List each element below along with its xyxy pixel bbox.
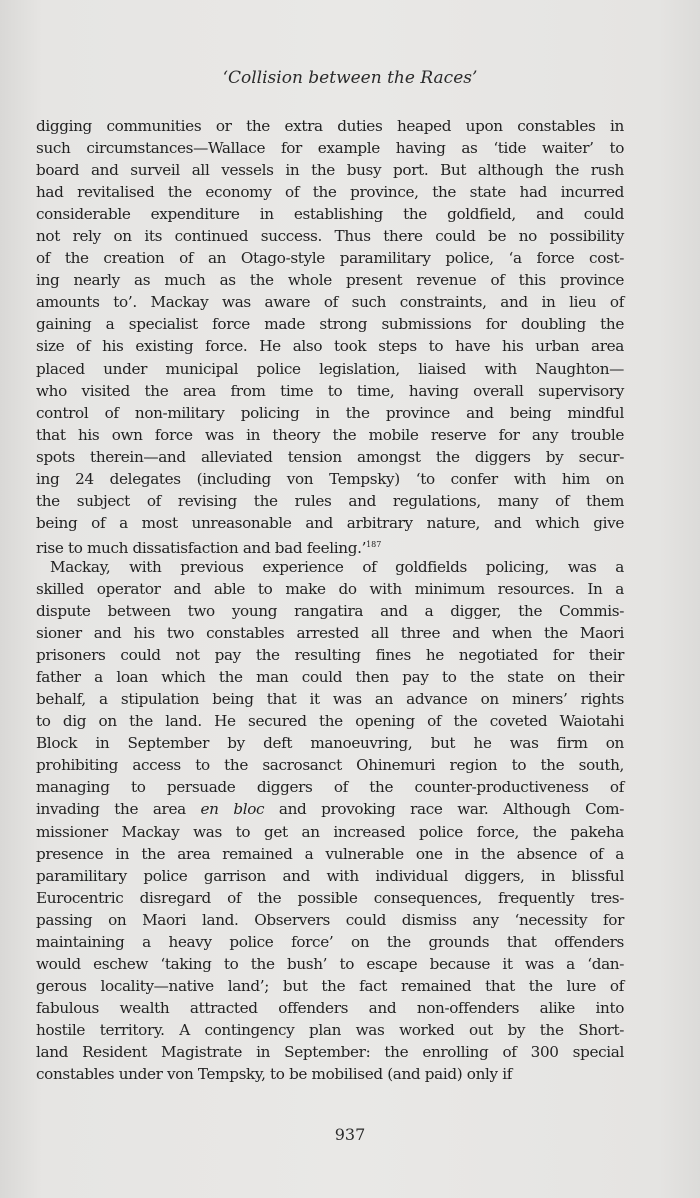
text-line: father a loan which the man could then pay to the state on their (36, 668, 624, 687)
text-line: digging communities or the extra duties heaped upon constables in (36, 117, 624, 135)
text-line: being of a most unreasonable and arbitrary nature, and which give (36, 513, 624, 532)
text-line: paramilitary police garrison and with individual diggers, in blissful (36, 866, 624, 885)
text-line: hostile territory. A contingency plan was worked out by the Short- (36, 1020, 624, 1039)
text-line: Eurocentric disregard of the possible consequences, frequently tres- (36, 888, 624, 907)
text-line: spots therein—and alleviated tension amongst the diggers by secur- (36, 447, 624, 466)
text-line: board and surveil all vessels in the busy port. But although the rush (36, 161, 624, 180)
text-line (36, 534, 624, 556)
text-line: size of his existing force. He also took steps to have his urban area (36, 337, 624, 356)
text-line: the subject of revising the rules and regulations, many of them (36, 491, 624, 510)
text-line: Block in September by deft manoeuvring, but he was firm on (36, 734, 624, 753)
text-line: control of non-military policing in the province and being mindful (36, 403, 624, 422)
footnote-reference: 187 (366, 539, 382, 549)
text-line-content: rise to much dissatisfaction and bad feeling.’ (36, 538, 367, 557)
text-line: ing nearly as much as the whole present revenue of this province (36, 271, 624, 290)
body-text (36, 115, 624, 1085)
text-line: fabulous wealth attracted offenders and non-offenders alike into (36, 998, 624, 1017)
text-line: behalf, a stipulation being that it was an advance on miners’ rights (36, 690, 624, 709)
text-line: Mackay, with previous experience of goldfields policing, was a (50, 557, 624, 576)
text-line: maintaining a heavy police force’ on the grounds that offenders (36, 932, 624, 951)
text-line-content: invading the area (36, 800, 186, 819)
text-line: had revitalised the economy of the province, the state had incurred (36, 183, 624, 202)
text-line: of the creation of an Otago-style paramilitary police, ‘a force cost- (36, 249, 624, 268)
running-head: ‘Collision between the Races’ (222, 68, 478, 88)
text-line: such circumstances—Wallace for example having as ‘tide waiter’ to (36, 139, 624, 158)
text-line: placed under municipal police legislation, liaised with Naughton— (36, 359, 624, 378)
text-line: missioner Mackay was to get an increased police force, the pakeha (36, 822, 624, 841)
text-line: managing to persuade diggers of the counter-productiveness of (36, 778, 624, 797)
text-line: gaining a specialist force made strong submissions for doubling the (36, 315, 624, 334)
text-line: amounts to’. Mackay was aware of such constraints, and in lieu of (36, 293, 624, 312)
text-line: not rely on its continued success. Thus there could be no possibility (36, 227, 624, 246)
text-line: to dig on the land. He secured the opening of the coveted Waiotahi (36, 712, 624, 731)
text-line: ing 24 delegates (including von Tempsky) ‘to confer with him on (36, 469, 624, 488)
text-line: prisoners could not pay the resulting fines he negotiated for their (36, 646, 624, 665)
text-line: considerable expenditure in establishing the goldfield, and could (36, 205, 624, 224)
text-line: who visited the area from time to time, having overall supervisory (36, 381, 624, 400)
text-line: skilled operator and able to make do with minimum resources. In a (36, 579, 624, 598)
text-line: constables under von Tempsky, to be mobilised (and paid) only if (36, 1065, 513, 1084)
text-line: prohibiting access to the sacrosanct Ohinemuri region to the south, (36, 756, 624, 775)
text-line (36, 798, 624, 820)
page-number: 937 (334, 1125, 366, 1144)
text-line: would eschew ‘taking to the bush’ to escape because it was a ‘dan- (36, 954, 624, 973)
text-line: dispute between two young rangatira and a digger, the Commis- (36, 602, 624, 621)
text-line: land Resident Magistrate in September: the enrolling of 300 special (36, 1042, 624, 1061)
text-line: sioner and his two constables arrested all three and when the Maori (36, 624, 624, 643)
text-line: presence in the area remained a vulnerable one in the absence of a (36, 844, 624, 863)
text-line-content: and provoking race war. Although Com- (278, 800, 624, 819)
text-line: gerous locality—native land’; but the fact remained that the lure of (36, 976, 624, 995)
text-line: passing on Maori land. Observers could dismiss any ‘necessity for (36, 910, 624, 929)
text-line: that his own force was in theory the mobile reserve for any trouble (36, 425, 624, 444)
italic-phrase: en bloc (200, 800, 265, 819)
